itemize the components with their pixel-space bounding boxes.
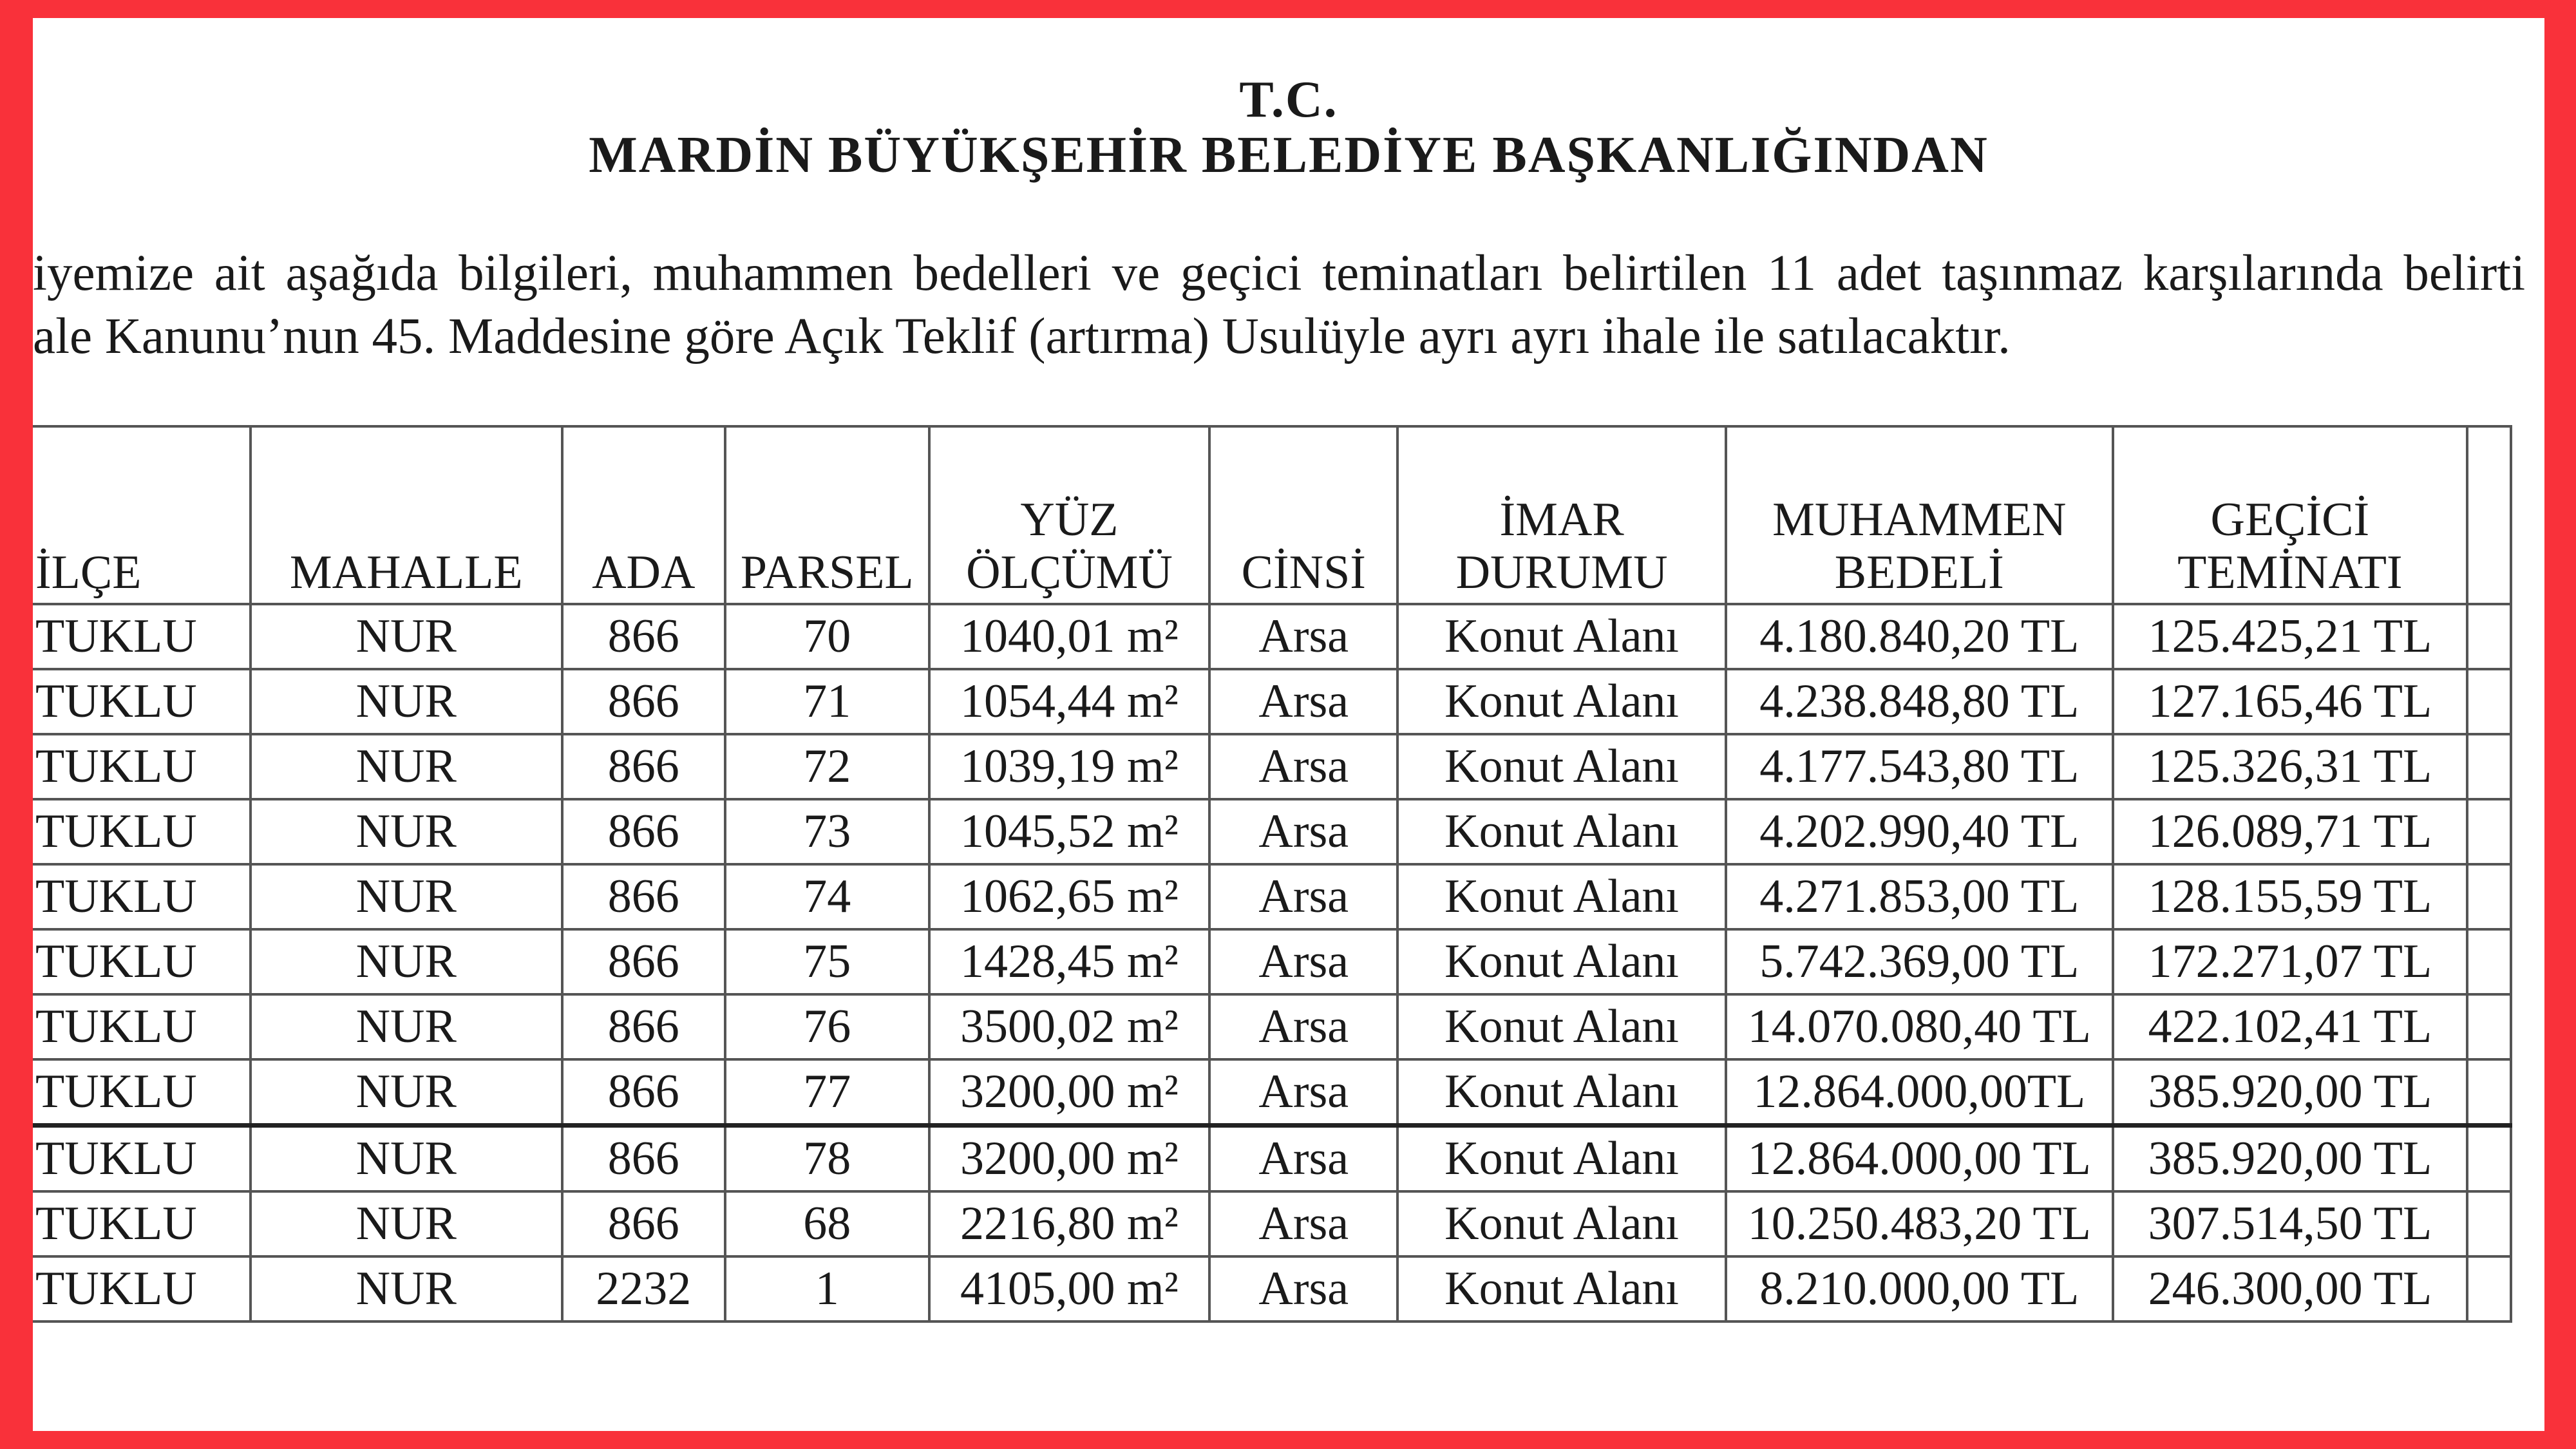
cell-gecici: 125.425,21 TL <box>2113 604 2467 669</box>
cell-extra <box>2467 1191 2511 1256</box>
cell-yuz: 1039,19 m² <box>929 734 1210 799</box>
cell-gecici: 307.514,50 TL <box>2113 1191 2467 1256</box>
intro-line-2: ale Kanunu’nun 45. Maddesine göre Açık Teklif (artırma) Usulüyle ayrı ayrı ihale ile satılacaktır. <box>33 308 2011 365</box>
cell-yuz: 2216,80 m² <box>929 1191 1210 1256</box>
cell-gecici: 127.165,46 TL <box>2113 669 2467 734</box>
heading-tc: T.C. <box>1239 71 1338 128</box>
cell-ada: 866 <box>562 799 725 864</box>
cell-cinsi: Arsa <box>1209 669 1397 734</box>
cell-gecici: 385.920,00 TL <box>2113 1059 2467 1126</box>
header-muhammen-bedeli: MUHAMMEN BEDELİ <box>1726 426 2113 604</box>
table-row <box>33 1256 2511 1321</box>
cell-ada: 866 <box>562 604 725 669</box>
cell-gecici: 126.089,71 TL <box>2113 799 2467 864</box>
cell-yuz: 3500,02 m² <box>929 994 1210 1059</box>
cell-muhammen: 4.202.990,40 TL <box>1726 799 2113 864</box>
cell-yuz: 1062,65 m² <box>929 864 1210 929</box>
cell-parsel: 68 <box>725 1191 929 1256</box>
cell-ilce: TUKLU <box>33 669 251 734</box>
cell-imar: Konut Alanı <box>1397 1059 1725 1126</box>
cell-muhammen: 12.864.000,00 TL <box>1726 1126 2113 1192</box>
cell-mahalle: NUR <box>251 994 562 1059</box>
cell-yuz: 1054,44 m² <box>929 669 1210 734</box>
cell-extra <box>2467 604 2511 669</box>
header-imar-durumu: İMAR DURUMU <box>1397 426 1725 604</box>
header-mahalle: MAHALLE <box>251 426 562 604</box>
cell-mahalle: NUR <box>251 864 562 929</box>
cell-extra <box>2467 864 2511 929</box>
cell-mahalle: NUR <box>251 669 562 734</box>
cell-parsel: 78 <box>725 1126 929 1192</box>
cell-muhammen: 4.271.853,00 TL <box>1726 864 2113 929</box>
cell-yuz: 1045,52 m² <box>929 799 1210 864</box>
cell-cinsi: Arsa <box>1209 994 1397 1059</box>
cell-ada: 866 <box>562 994 725 1059</box>
cell-imar: Konut Alanı <box>1397 864 1725 929</box>
table-header-row <box>33 426 2511 604</box>
cell-ada: 866 <box>562 669 725 734</box>
cell-mahalle: NUR <box>251 1059 562 1126</box>
cell-ilce: TUKLU <box>33 734 251 799</box>
cell-parsel: 77 <box>725 1059 929 1126</box>
cell-cinsi: Arsa <box>1209 1126 1397 1192</box>
cell-yuz: 1428,45 m² <box>929 929 1210 994</box>
cell-muhammen: 4.238.848,80 TL <box>1726 669 2113 734</box>
cell-mahalle: NUR <box>251 929 562 994</box>
intro-line-1: iyemize ait aşağıda bilgileri, muhammen bedelleri ve geçici teminatları belirtilen 11 adet taşınmaz karşılarında belirti <box>33 245 2526 301</box>
cell-mahalle: NUR <box>251 1256 562 1321</box>
cell-cinsi: Arsa <box>1209 864 1397 929</box>
table-row <box>33 1059 2511 1126</box>
cell-muhammen: 10.250.483,20 TL <box>1726 1191 2113 1256</box>
table-row <box>33 864 2511 929</box>
header-ilce: İLÇE <box>33 426 251 604</box>
cell-ada: 866 <box>562 734 725 799</box>
cell-gecici: 172.271,07 TL <box>2113 929 2467 994</box>
cell-ilce: TUKLU <box>33 799 251 864</box>
header-ada: ADA <box>562 426 725 604</box>
cell-imar: Konut Alanı <box>1397 1256 1725 1321</box>
cell-ilce: TUKLU <box>33 1126 251 1192</box>
table-row <box>33 604 2511 669</box>
cell-mahalle: NUR <box>251 1126 562 1192</box>
cell-ilce: TUKLU <box>33 604 251 669</box>
header-extra <box>2467 426 2511 604</box>
cell-mahalle: NUR <box>251 734 562 799</box>
cell-imar: Konut Alanı <box>1397 994 1725 1059</box>
cell-muhammen: 14.070.080,40 TL <box>1726 994 2113 1059</box>
cell-parsel: 71 <box>725 669 929 734</box>
cell-muhammen: 4.180.840,20 TL <box>1726 604 2113 669</box>
cell-mahalle: NUR <box>251 1191 562 1256</box>
cell-parsel: 73 <box>725 799 929 864</box>
cell-mahalle: NUR <box>251 604 562 669</box>
cell-extra <box>2467 734 2511 799</box>
cell-ada: 866 <box>562 864 725 929</box>
cell-gecici: 246.300,00 TL <box>2113 1256 2467 1321</box>
cell-yuz: 3200,00 m² <box>929 1126 1210 1192</box>
cell-ada: 866 <box>562 1059 725 1126</box>
cell-ilce: TUKLU <box>33 864 251 929</box>
table-row <box>33 1191 2511 1256</box>
header-parsel: PARSEL <box>725 426 929 604</box>
cell-ada: 866 <box>562 1191 725 1256</box>
cell-imar: Konut Alanı <box>1397 1126 1725 1192</box>
cell-yuz: 1040,01 m² <box>929 604 1210 669</box>
header-gecici-teminati: GEÇİCİ TEMİNATI <box>2113 426 2467 604</box>
table-row <box>33 994 2511 1059</box>
cell-muhammen: 12.864.000,00TL <box>1726 1059 2113 1126</box>
cell-imar: Konut Alanı <box>1397 669 1725 734</box>
cell-extra <box>2467 1126 2511 1192</box>
cell-extra <box>2467 669 2511 734</box>
cell-imar: Konut Alanı <box>1397 604 1725 669</box>
cell-muhammen: 5.742.369,00 TL <box>1726 929 2113 994</box>
cell-extra <box>2467 1256 2511 1321</box>
cell-cinsi: Arsa <box>1209 1191 1397 1256</box>
cell-ilce: TUKLU <box>33 1191 251 1256</box>
cell-imar: Konut Alanı <box>1397 799 1725 864</box>
cell-gecici: 128.155,59 TL <box>2113 864 2467 929</box>
cell-cinsi: Arsa <box>1209 1256 1397 1321</box>
cell-ilce: TUKLU <box>33 929 251 994</box>
cell-imar: Konut Alanı <box>1397 734 1725 799</box>
table-row <box>33 1126 2511 1192</box>
cell-yuz: 3200,00 m² <box>929 1059 1210 1126</box>
cell-extra <box>2467 1059 2511 1126</box>
cell-cinsi: Arsa <box>1209 604 1397 669</box>
cell-gecici: 125.326,31 TL <box>2113 734 2467 799</box>
cell-imar: Konut Alanı <box>1397 1191 1725 1256</box>
cell-parsel: 76 <box>725 994 929 1059</box>
cell-ilce: TUKLU <box>33 1059 251 1126</box>
cell-gecici: 422.102,41 TL <box>2113 994 2467 1059</box>
cell-parsel: 70 <box>725 604 929 669</box>
land-sale-table <box>33 425 2512 1323</box>
cell-imar: Konut Alanı <box>1397 929 1725 994</box>
cell-extra <box>2467 799 2511 864</box>
table-row <box>33 799 2511 864</box>
cell-gecici: 385.920,00 TL <box>2113 1126 2467 1192</box>
document-page <box>33 18 2544 1431</box>
cell-parsel: 74 <box>725 864 929 929</box>
cell-cinsi: Arsa <box>1209 1059 1397 1126</box>
table-row <box>33 669 2511 734</box>
cell-extra <box>2467 929 2511 994</box>
header-cinsi: CİNSİ <box>1209 426 1397 604</box>
cell-muhammen: 4.177.543,80 TL <box>1726 734 2113 799</box>
cell-extra <box>2467 994 2511 1059</box>
cell-ada: 2232 <box>562 1256 725 1321</box>
cell-parsel: 1 <box>725 1256 929 1321</box>
cell-parsel: 72 <box>725 734 929 799</box>
cell-yuz: 4105,00 m² <box>929 1256 1210 1321</box>
cell-ilce: TUKLU <box>33 994 251 1059</box>
cell-muhammen: 8.210.000,00 TL <box>1726 1256 2113 1321</box>
cell-ada: 866 <box>562 1126 725 1192</box>
cell-cinsi: Arsa <box>1209 734 1397 799</box>
cell-mahalle: NUR <box>251 799 562 864</box>
header-yuz-olcumu: YÜZ ÖLÇÜMÜ <box>929 426 1210 604</box>
table-row <box>33 929 2511 994</box>
cell-cinsi: Arsa <box>1209 929 1397 994</box>
cell-parsel: 75 <box>725 929 929 994</box>
heading-municipality: MARDİN BÜYÜKŞEHİR BELEDİYE BAŞKANLIĞINDAN <box>589 127 1989 184</box>
cell-ada: 866 <box>562 929 725 994</box>
cell-ilce: TUKLU <box>33 1256 251 1321</box>
table-row <box>33 734 2511 799</box>
cell-cinsi: Arsa <box>1209 799 1397 864</box>
